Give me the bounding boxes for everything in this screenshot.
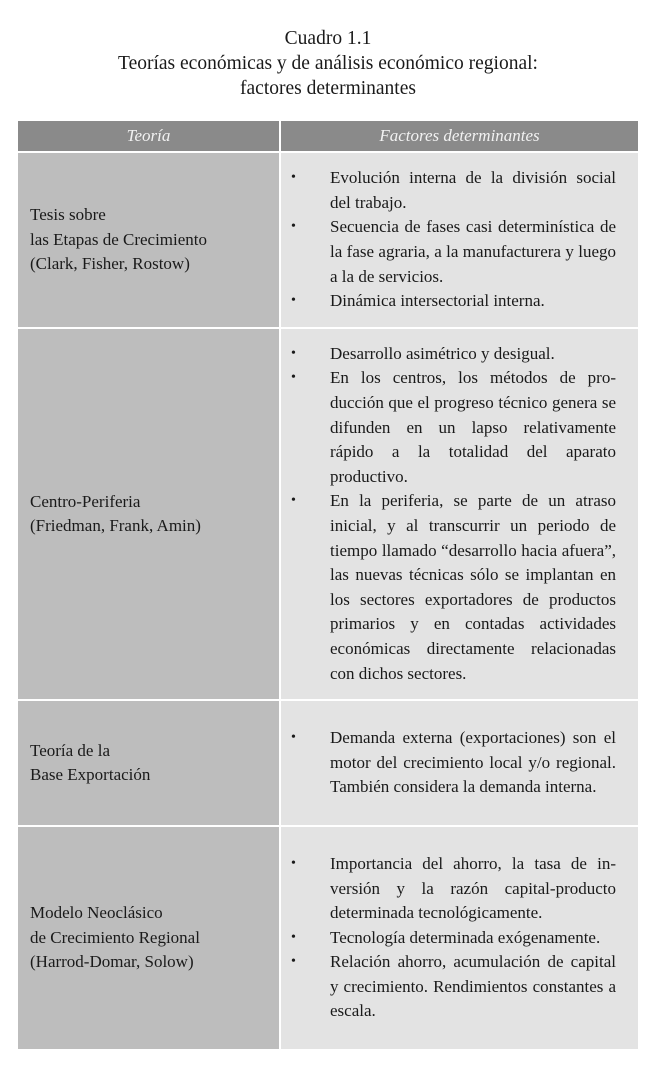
- theory-line: de Crecimiento Regional: [30, 927, 200, 947]
- theory-line: Base Exportación: [30, 765, 151, 784]
- theory-line: Modelo Neoclásico: [30, 903, 163, 923]
- factors-list: [281, 726, 616, 800]
- theory-cell: [18, 152, 280, 328]
- table-row: [18, 328, 638, 700]
- factor-text: Importancia del ahorro, la tasa de inversión y la razón capital-producto determinada tecnológicamente.: [330, 853, 616, 923]
- bullet-icon: •: [291, 954, 296, 970]
- factor-text: En la periferia, se parte de un atraso inicial, y al transcurrir un periodo de tiempo llamado “desarrollo hacia afuera”, las nuevas técnicas sólo se implantan en los sectores exportadores de productos primarios y en contadas actividades económicas directamente relacionadas con dichos sectores.: [330, 491, 616, 683]
- factors-cell: [280, 700, 638, 826]
- theory-line: Teoría de la: [30, 740, 110, 760]
- list-item: [281, 926, 616, 951]
- factor-text: En los centros, los métodos de producción que el progreso técnico genera se difunden en un lapso relativamente rápido a la totalidad del aparato productivo.: [330, 368, 616, 486]
- bullet-icon: •: [291, 293, 296, 309]
- table-caption: [0, 26, 656, 101]
- list-item: [281, 950, 616, 1024]
- header-theory: Teoría: [18, 121, 280, 152]
- list-item: [281, 852, 616, 926]
- theory-cell: [18, 826, 280, 1049]
- list-item: [281, 166, 616, 215]
- factors-list: [281, 852, 616, 1024]
- factors-cell: [280, 152, 638, 328]
- list-item: [281, 342, 616, 367]
- factors-cell: [280, 328, 638, 700]
- table-row: [18, 826, 638, 1049]
- theory-cell: [18, 700, 280, 826]
- list-item: [281, 489, 616, 686]
- table-row: [18, 152, 638, 328]
- bullet-icon: •: [291, 370, 296, 386]
- list-item: [281, 215, 616, 289]
- factor-text: Evolución interna de la división social del trabajo.: [330, 168, 616, 212]
- caption-number: Cuadro 1.1: [284, 28, 372, 49]
- table-row: [18, 700, 638, 826]
- bullet-icon: •: [291, 730, 296, 746]
- factors-list: [281, 166, 616, 314]
- bullet-icon: •: [291, 855, 296, 871]
- header-factors: Factores determinantes: [280, 121, 638, 152]
- factor-text: Dinámica intersectorial interna.: [330, 291, 545, 311]
- theory-line: Centro-Periferia: [30, 491, 141, 511]
- factor-text: Desarrollo asimétrico y desigual.: [330, 343, 555, 363]
- theory-line: (Friedman, Frank, Amin): [30, 516, 201, 535]
- factors-list: [281, 342, 616, 686]
- bullet-icon: •: [291, 170, 296, 186]
- theory-cell: [18, 328, 280, 700]
- factor-text: Relación ahorro, acumulación de capital y crecimiento. Rendimientos constantes a escala.: [330, 952, 616, 1021]
- header-row: [18, 121, 638, 152]
- bullet-icon: •: [291, 219, 296, 235]
- caption-title-line-1: Teorías económicas y de análisis económico regional:: [118, 53, 538, 74]
- theory-line: (Clark, Fisher, Rostow): [30, 254, 190, 274]
- list-item: [281, 726, 616, 800]
- theory-line: Tesis sobre: [30, 205, 106, 225]
- factor-text: Tecnología determinada exógenamente.: [330, 927, 601, 947]
- factor-text: Demanda externa (exportaciones) son el motor del crecimiento local y/o regional. También considera la demanda interna.: [330, 728, 616, 797]
- factors-cell: [280, 826, 638, 1049]
- bullet-icon: •: [291, 929, 296, 945]
- bullet-icon: •: [291, 493, 296, 509]
- theories-table: [18, 121, 638, 1049]
- caption-title-line-2: factores determinantes: [240, 78, 416, 99]
- theory-line: las Etapas de Crecimiento: [30, 229, 208, 249]
- bullet-icon: •: [291, 345, 296, 361]
- list-item: [281, 366, 616, 489]
- list-item: [281, 289, 616, 314]
- factor-text: Secuencia de fases casi determinística de la fase agraria, a la manufacturera y luego a la de servicios.: [330, 217, 616, 286]
- theory-line: (Harrod-Domar, Solow): [30, 952, 194, 972]
